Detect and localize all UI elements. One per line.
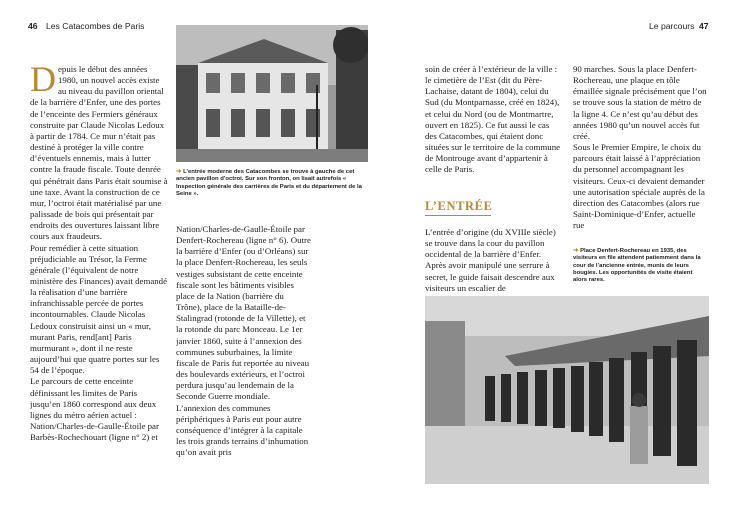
pavilion-caption: ➜ L’entrée moderne des Catacombes se trouve à gauche de cet ancien pavillon d’octroi. Sur son fronton, on lisait autrefois « Inspection générale des carrières de Paris et du département de la Seine ».	[176, 168, 362, 197]
section-rule	[425, 215, 491, 216]
paragraph: Le parcours de cette enceinte définissant les limites de Paris jusqu’en 1860 correspond aux deux lignes du métro aérien actuel : Nation/Charles-de-Gaulle-Étoile par Barbès-Rochechouart (ligne n° 2) et	[30, 376, 159, 443]
column-1	[30, 64, 168, 494]
queue-caption: ➜ Place Denfert-Rochereau en 1935, des visiteurs en file attendent patiemment dans la cour de l’ancienne entrée, munis de leurs bougies. Les opportunités de visite étaient alors rares.	[573, 247, 701, 284]
column-2	[176, 224, 311, 496]
column-3-bottom	[425, 227, 562, 293]
column-4	[573, 64, 708, 240]
pavilion-illustration	[176, 25, 368, 162]
paragraph: Sous le Premier Empire, le choix du parcours était laissé à l’appréciation du personnel accompagnant les visiteurs. Ceux-ci devaient demander une autorisation spéciale auprès de la direction des Catacombes (alors rue Saint-Dominique-d’Enfer, actuelle rue	[573, 142, 705, 231]
drop-cap: D	[30, 64, 56, 99]
paragraph: soin de créer à l’extérieur de la ville : le cimetière de l’Est (dit du Père-Lachaise, datant de 1804), celui du Sud (du Montparnasse, créé en 1824), et celui du Nord (ou de Montmartre, ouvert en 1825). Ce fut aussi le cas des Catacombes, qui étaient donc situées sur le territoire de la commune de Montrouge avant d’appartenir à celle de Paris.	[425, 64, 561, 175]
paragraph: Depuis le début des années 1980, un nouvel accès existe au niveau du pavillon oriental de la barrière d’Enfer, une des portes de l’enceinte des Fermiers généraux construite par Claude Nicolas Ledoux à partir de 1784. Ce mur n’était pas destiné à protéger la ville contre d’éventuels ennemis, mais à lutter contre la fraude fiscale. Toute denrée qui pénétrait dans Paris était soumise à une taxe. Avant la construction de ce mur, l’octroi était matérialisé par une palissade de bois qui présentait par endroits des ouvertures laissant libre cours aux fraudeurs.	[30, 64, 168, 242]
paragraph: Nation/Charles-de-Gaulle-Étoile par Denfert-Rochereau (ligne n° 6). Outre la barrière d’Enfer (ou d’Orléans) sur la place Denfert-Rochereau, les seuls vestiges subsistant de cette enceinte fiscale sont les bâtiments visibles place de la Nation (barrière du Trône), place de la Bataille-de-Stalingrad (rotonde de la Villette), et la rotonde du parc Monceau. Le 1er janvier 1860, suite à l’annexion des communes suburbaines, la limite fiscale de Paris fut reportée au niveau des boulevards extérieurs, et l’octroi perdura jusqu’au lendemain de la Seconde Guerre mondiale.	[176, 224, 311, 402]
pavilion-photo	[176, 25, 368, 162]
left-running-title: Les Catacombes de Paris	[46, 21, 145, 31]
section-title: L’ENTRÉE	[425, 199, 493, 213]
queue-illustration	[425, 296, 709, 484]
right-page-number: 47	[699, 21, 709, 31]
column-3-top	[425, 64, 562, 188]
paragraph: Pour remédier à cette situation préjudiciable au Trésor, la Ferme générale (l’équivalent de notre ministère des Finances) avait demandé la réalisation d’une barrière infranchissable percée de portes incontournables. Claude Nicolas Ledoux construisit ainsi un « mur, murant Paris, rend[ant] Paris murmurant », dont il ne reste aujourd’hui que quatre portes sur les 54 de l’époque.	[30, 242, 168, 376]
left-page-number: 46	[28, 21, 38, 31]
paragraph: L’entrée d’origine (du XVIIIe siècle) se trouve dans la cour du pavillon occidental de la barrière d’Enfer. Après avoir manipulé une serrure à secret, le guide faisait descendre aux visiteurs un escalier de	[425, 227, 556, 293]
paragraph: L’annexion des communes périphériques à Paris eut pour autre conséquence d’intégrer à la capitale les trois grands terrains d’inhumation qu’on avait pris	[176, 402, 309, 458]
paragraph: 90 marches. Sous la place Denfert-Rochereau, une plaque en tôle émaillée signale précisément que l’on se trouve sous la station de métro de la ligne 4. Ce n’est qu’au début des années 1980 qu’un nouvel accès fut créé.	[573, 64, 707, 141]
right-running-title: Le parcours	[649, 21, 695, 31]
caption-arrow-icon: ➜	[573, 247, 579, 254]
queue-photo	[425, 296, 709, 484]
caption-arrow-icon: ➜	[176, 168, 182, 175]
